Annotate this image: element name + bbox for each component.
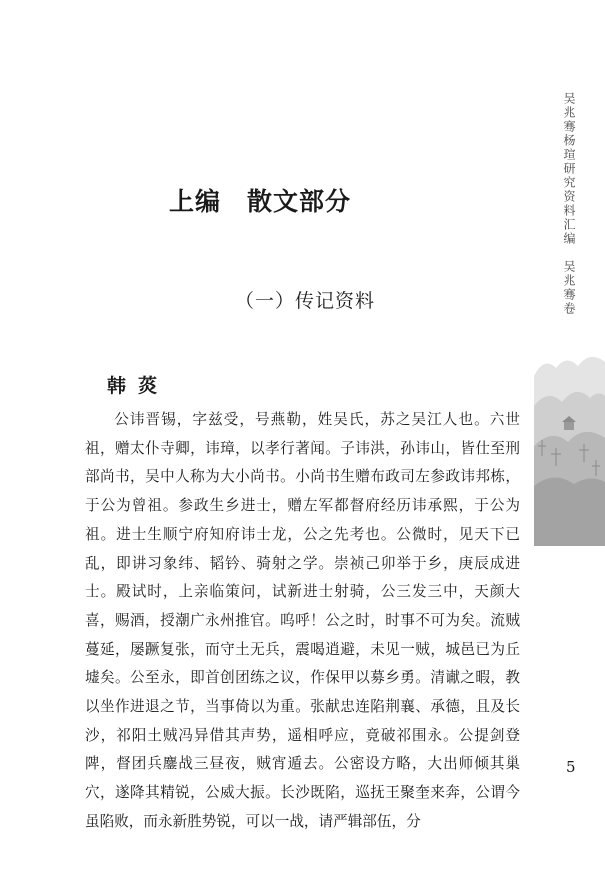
person-heading: 韩菼 (107, 375, 170, 397)
volume-title: 吴兆骞卷 (562, 260, 576, 316)
page-number: 5 (566, 758, 576, 776)
body-paragraph: 公讳晋锡，字兹受，号燕勒，姓吴氏，苏之吴江人也。六世祖，赠太仆寺卿，讳璋，以孝行著闻。子讳洪，孙讳山，皆仕至刑部尚书，吴中人称为大小尚书。小尚书生赠布政司左参政讳邦栋，于公为曾祖。参政生乡进士，赠左军都督府经历讳承熙，于公为祖。进士生顺宁府知府讳士龙，公之先考也。公微时，见天下已乱，即讲习象纬、韬钤、骑射之学。崇祯己卯举于乡，庚辰成进士。殿试时，上亲临策问，试新进士射骑，公三发三中，天颜大喜，赐酒，授潮广永州推官。呜呼！公之时，时事不可为矣。流贼蔓延，屡蹶复张，而守土无兵，震喝逍避，未见一贼，城邑已为丘墟矣。公至永，即首创团练之议，作保甲以募乡勇。清谳之暇，教以坐作进退之节，当事倚以为重。张献忠连陷荆襄、承德，且及长沙，祁阳土贼冯异借其声势，遥相呼应，竟破祁围永。公提剑登陴，督团兵鏖战三昼夜，贼宵遁去。公密设方略，大出师倾其巢穴，遂降其精锐，公威大振。长沙既陷，巡抚王聚奎来奔，公谓今虽陷败，而永新胜势锐，可以一战，请严辑部伍，分 (85, 411, 520, 830)
book-title: 吴兆骞杨瑄研究资料汇编 (562, 92, 576, 246)
landscape-illustration (534, 336, 605, 546)
part-name: 散文部分 (247, 187, 352, 216)
part-label: 上编 (168, 187, 221, 216)
section-title: （一）传记资料 (234, 290, 375, 312)
running-header (560, 92, 578, 316)
page-title (0, 182, 520, 218)
